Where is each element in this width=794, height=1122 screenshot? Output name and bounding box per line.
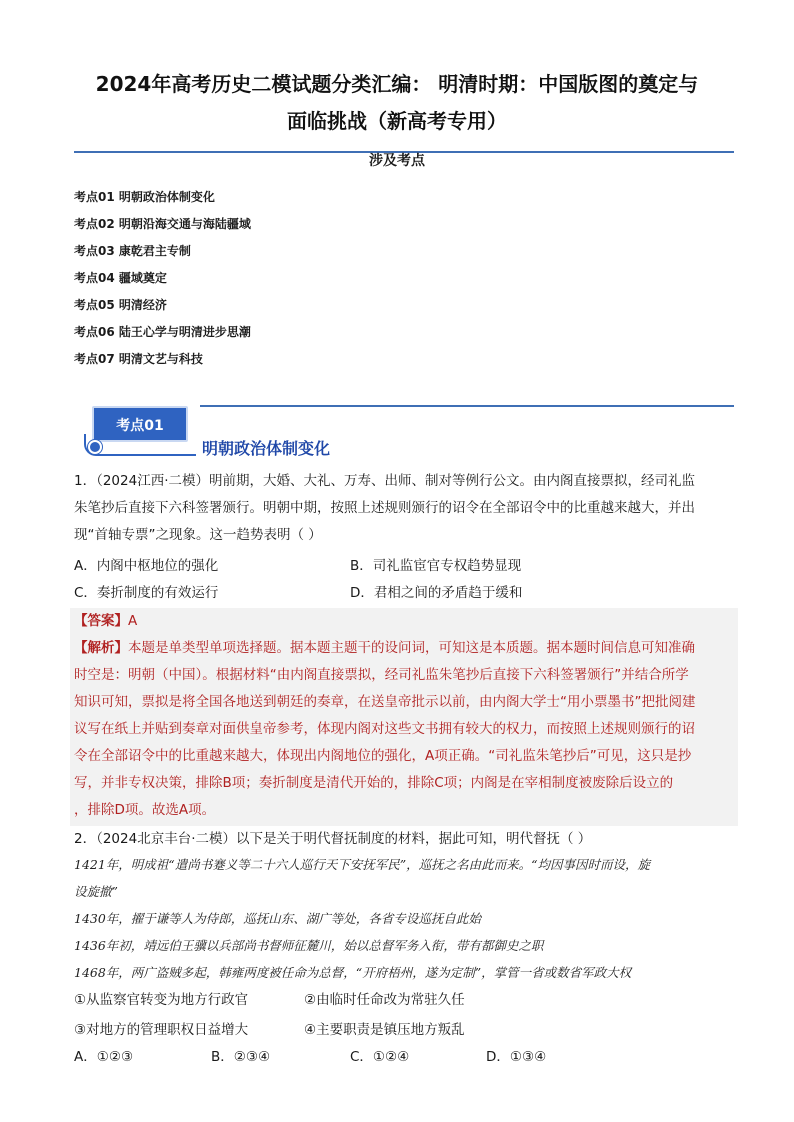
q2-option-b: B．②③④ — [211, 1049, 271, 1065]
section-divider — [200, 405, 734, 407]
q2-option-c: C．①②④ — [350, 1049, 410, 1065]
statement-4: ④主要职责是镇压地方叛乱 — [304, 1022, 465, 1038]
section-heading: 涉及考点 — [369, 153, 425, 169]
question-1-stem — [74, 468, 734, 549]
q1-option-a: A．内阁中枢地位的强化 — [74, 558, 219, 574]
analysis-line-1 — [70, 635, 738, 662]
answer-analysis-box — [70, 608, 738, 826]
point-item-2: 考点02 明朝沿海交通与海陆疆域 — [74, 217, 251, 231]
material-line-1: 1421年，明成祖“遣尚书蹇义等二十六人巡行天下安抚军民”，巡抚之名由此而来。“均因事因时而设，旋 — [74, 857, 650, 872]
question-2-stem: 2．（2024北京丰台·二模）以下是关于明代督抚制度的材料，据此可知，明代督抚（ ） — [74, 831, 592, 847]
question-2-statements — [74, 988, 734, 1048]
section-badge: 考点01 — [92, 406, 188, 442]
section-badge-block — [84, 406, 196, 454]
q1-line-2: 朱笔抄后直接下六科签署颁行。明朝中期，按照上述规则颁行的诏令在全部诏令中的比重越来越大，并出 — [74, 500, 695, 516]
q2-option-a: A．①②③ — [74, 1049, 134, 1065]
title-line-1: 2024年高考历史二模试题分类汇编： 明清时期：中国版图的奠定与 — [95, 72, 699, 96]
answer-label: 【答案】 — [74, 613, 128, 629]
statement-2: ②由临时任命改为常驻久任 — [304, 992, 465, 1008]
analysis-line-5: 令在全部诏令中的比重越来越大，体现出内阁地位的强化，A项正确。“司礼监朱笔抄后”可见，这只是抄 — [74, 748, 692, 764]
q1-option-b: B．司礼监宦官专权趋势显现 — [350, 558, 522, 574]
section-title: 明朝政治体制变化 — [202, 439, 331, 458]
title-line-2: 面临挑战（新高考专用） — [287, 109, 507, 133]
analysis-line-6: 写，并非专权决策，排除B项；奏折制度是清代开始的，排除C项；内阁是在宰相制度被废除后设立的 — [74, 775, 674, 791]
q1-option-c: C．奏折制度的有效运行 — [74, 585, 219, 601]
statement-3: ③对地方的管理职权日益增大 — [74, 1022, 249, 1038]
answer-value: A — [128, 613, 138, 629]
analysis-label: 【解析】 — [74, 640, 128, 656]
material-line-2: 设旋撤” — [74, 884, 118, 899]
analysis-line-7: ，排除D项。故选A项。 — [74, 802, 216, 818]
analysis-line-2: 时空是：明朝（中国）。根据材料“由内阁直接票拟，经司礼监朱笔抄后直接下六科签署颁行”并结合所学 — [74, 667, 689, 683]
analysis-text-1: 本题是单类型单项选择题。据本题主题干的设问词，可知这是本质题。据本题时间信息可知准确 — [128, 640, 695, 656]
analysis-line-3: 知识可知，票拟是将全国各地送到朝廷的奏章，在送皇帝批示以前，由内阁大学士“用小票墨书”把批阅建 — [74, 694, 696, 710]
material-line-5: 1468年，两广盗贼多起，韩雍两度被任命为总督，“开府梧州，遂为定制”，掌管一省或数省军政大权 — [74, 965, 632, 980]
analysis-line-4: 议写在纸上并贴到奏章对面供皇帝参考，体现内阁对这些文书拥有较大的权力，而按照上述规则颁行的诏 — [74, 721, 695, 737]
point-item-4: 考点04 疆域奠定 — [74, 271, 167, 285]
point-list — [74, 184, 251, 373]
question-2-materials — [74, 851, 734, 986]
point-item-1: 考点01 明朝政治体制变化 — [74, 190, 215, 204]
answer-line — [70, 608, 738, 635]
point-item-3: 考点03 康乾君主专制 — [74, 244, 191, 258]
point-item-5: 考点05 明清经济 — [74, 298, 167, 312]
point-item-7: 考点07 明清文艺与科技 — [74, 352, 203, 366]
q2-option-d: D．①③④ — [486, 1049, 547, 1065]
q1-line-3: 现“首轴专票”之现象。这一趋势表明（ ） — [74, 527, 322, 543]
q1-line-1: 1．（2024江西·二模）明前期，大婚、大礼、万寿、出师、制对等例行公文。由内阁直接票拟，经司礼监 — [74, 473, 695, 489]
point-item-6: 考点06 陆王心学与明清进步思潮 — [74, 325, 251, 339]
document-title — [60, 66, 734, 140]
material-line-3: 1430年，擢于谦等人为侍郎，巡抚山东、湖广等处，各省专设巡抚自此始 — [74, 911, 481, 926]
statement-1: ①从监察官转变为地方行政官 — [74, 992, 249, 1008]
q1-option-d: D．君相之间的矛盾趋于缓和 — [350, 585, 523, 601]
badge-dot-icon — [88, 440, 102, 454]
material-line-4: 1436年初，靖远伯王骥以兵部尚书督师征麓川，始以总督军务入衔，带有都御史之职 — [74, 938, 544, 953]
